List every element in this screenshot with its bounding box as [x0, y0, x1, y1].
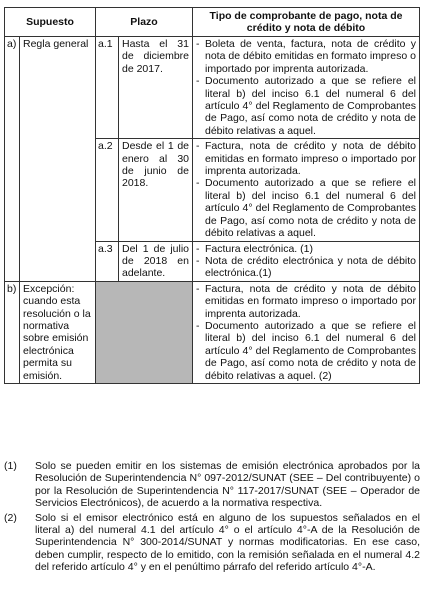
- tipo-cell: [193, 37, 420, 139]
- footnote-number: (2): [4, 511, 17, 524]
- list-item-text: Factura, nota de crédito y nota de débito emitidas en formato impreso o importado por imprenta autorizada.: [205, 140, 416, 178]
- plazo-text: Desde el 1 de enero al 30 de junio de 2018.: [119, 139, 193, 241]
- shaded-cell: [96, 281, 193, 383]
- list-item: - Factura, nota de crédito y nota de débito emitidas en formato impreso o importado por imprenta autorizada.: [196, 140, 416, 178]
- list-item-text: Boleta de venta, factura, nota de crédito y nota de débito emitidas en formato impreso o importado por imprenta autorizada.: [205, 38, 416, 75]
- comprobantes-table: [4, 7, 420, 384]
- list-item: - Factura, nota de crédito y nota de débito emitidas en formato impreso o importado por imprenta autorizada.: [196, 282, 416, 320]
- footnote: [4, 460, 420, 510]
- supuesto-label-excepcion: Excepción: cuando esta resolución o la normativa sobre emisión electrónica permita su emisión.: [20, 281, 96, 383]
- supuesto-code-a: a): [5, 37, 20, 282]
- footnote-text: Solo si el emisor electrónico está en alguno de los supuestos señalados en el literal a) del numeral 4.1 del artículo 4° o el artículo 4°-A de la Resolución de Superintendencia N° 300-2014/SUNAT y normas modificatorias. En ese caso, deben cumplir, respecto de lo emitido, con la remisión señalada en el numeral 4.2 del referido artículo 4° y en el penúltimo párrafo del referido artículo 4°-A.: [35, 511, 420, 574]
- tipo-cell: [193, 139, 420, 241]
- supuesto-code-b: b): [5, 281, 20, 383]
- table-row: [5, 37, 420, 139]
- header-tipo: Tipo de comprobante de pago, nota de crédito y nota de débito: [193, 8, 420, 37]
- list-item-text: Documento autorizado a que se refiere el literal b) del inciso 6.1 del numeral 6 del artículo 4° del Reglamento de Comprobantes de Pago, así como nota de crédito y nota de débito relativas a aquel.: [205, 75, 416, 137]
- footnote-text: Solo se pueden emitir en los sistemas de emisión electrónica aprobados por la Resolución de Superintendencia N° 097-2012/SUNAT (SEE – Del contribuyente) o por la Resolución de Superintendencia N° 117-2017/SUNAT (SEE – Operador de Servicios Electrónicos), de acuerdo a la normativa respectiva.: [35, 460, 420, 510]
- list-item-text: Factura electrónica. (1): [205, 242, 313, 255]
- table-header-row: [5, 8, 420, 37]
- plazo-code: a.1: [96, 37, 119, 139]
- plazo-code: a.3: [96, 241, 119, 281]
- plazo-code: a.2: [96, 139, 119, 241]
- plazo-text: Del 1 de julio de 2018 en adelante.: [119, 241, 193, 281]
- list-item-text: Documento autorizado a que se refiere el literal b) del inciso 6.1 del numeral 6 del artículo 4° del Reglamento de Comprobantes de Pago, así como nota de crédito y nota de débito relativas a aquel. (2): [205, 319, 416, 382]
- footnote-number: (1): [4, 460, 17, 472]
- list-item-text: Factura, nota de crédito y nota de débito emitidas en formato impreso o importado por imprenta autorizada.: [205, 282, 416, 320]
- footnotes: [4, 460, 420, 576]
- table-row: [5, 281, 420, 383]
- header-supuesto: Supuesto: [5, 8, 96, 37]
- list-item-text: Documento autorizado a que se refiere el literal b) del inciso 6.1 del numeral 6 del artículo 4° del Reglamento de Comprobantes de Pago, así como nota de crédito y nota de débito relativas a aquel.: [205, 177, 416, 240]
- plazo-text: Hasta el 31 de diciembre de 2017.: [119, 37, 193, 139]
- list-item: - Documento autorizado a que se refiere el literal b) del inciso 6.1 del numeral 6 del artículo 4° del Reglamento de Comprobantes de Pago, así como nota de crédito y nota de débito relativas a aquel.: [196, 177, 416, 240]
- footnote: [4, 512, 420, 574]
- list-item: - Documento autorizado a que se refiere el literal b) del inciso 6.1 del numeral 6 del artículo 4° del Reglamento de Comprobantes de Pago, así como nota de crédito y nota de débito relativas a aquel.: [196, 75, 416, 137]
- header-plazo: Plazo: [96, 8, 193, 37]
- list-item: - Factura electrónica. (1): [196, 243, 416, 255]
- tipo-cell: [193, 281, 420, 383]
- supuesto-label-regla-general: Regla general: [20, 37, 96, 282]
- list-item-text: Nota de crédito electrónica y nota de débito electrónica.(1): [205, 254, 416, 280]
- list-item: - Nota de crédito electrónica y nota de débito electrónica.(1): [196, 254, 416, 280]
- list-item: - Boleta de venta, factura, nota de crédito y nota de débito emitidas en formato impreso o importado por imprenta autorizada.: [196, 38, 416, 75]
- list-item: - Documento autorizado a que se refiere el literal b) del inciso 6.1 del numeral 6 del artículo 4° del Reglamento de Comprobantes de Pago, así como nota de crédito y nota de débito relativas a aquel. (2): [196, 319, 416, 382]
- tipo-cell: [193, 241, 420, 281]
